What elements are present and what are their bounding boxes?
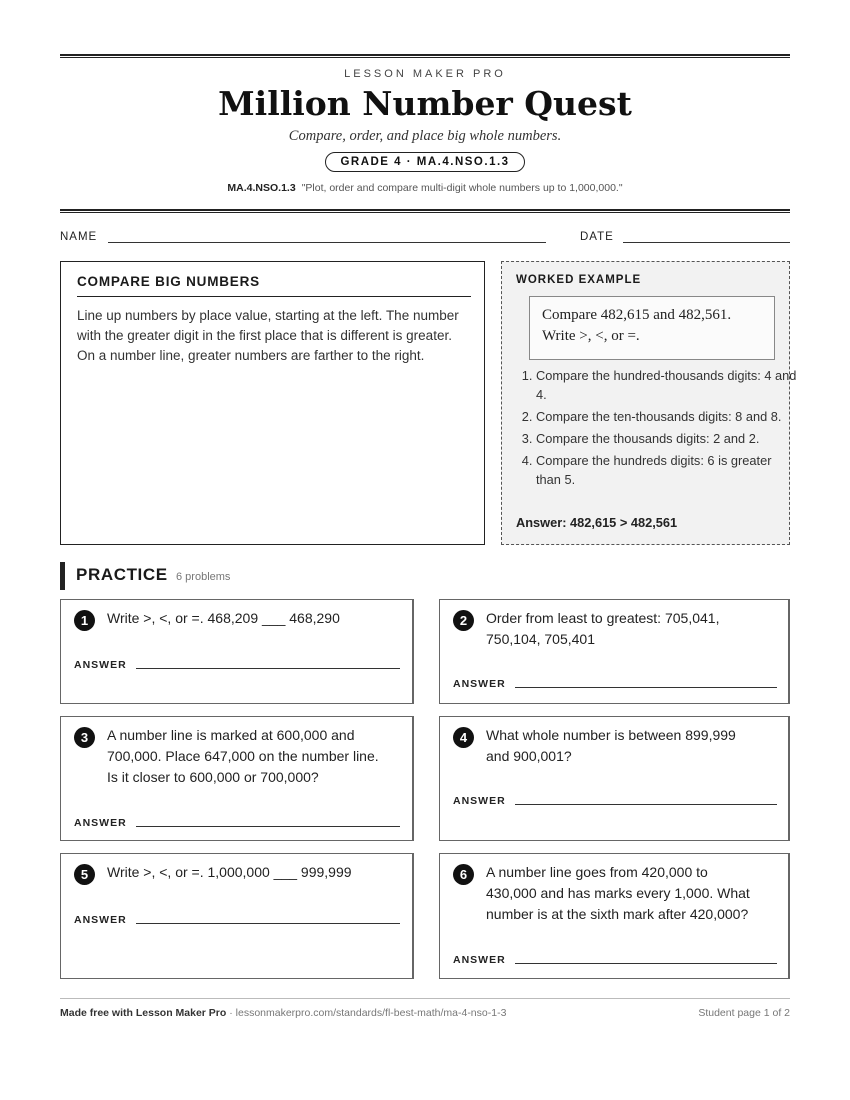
- worked-example-step: 4. Compare the hundreds digits: 6 is greater than 5.: [536, 451, 798, 489]
- answer-field-4[interactable]: [515, 804, 777, 805]
- standard-statement: [60, 182, 790, 194]
- problem-question: [486, 725, 736, 767]
- answer-label: ANSWER: [453, 795, 506, 807]
- concept-body: Line up numbers by place value, starting at the left. The number with the greater digit in the first place that is different is greater. On a number line, greater numbers are farther to the right.: [77, 308, 459, 363]
- problem-question-line: 700,000. Place 647,000 on the number line.: [107, 748, 379, 764]
- worksheet-page: [60, 0, 797, 1100]
- problem-number-badge: 6: [453, 864, 474, 885]
- problem-card-3: [60, 716, 414, 841]
- problem-question: [107, 608, 340, 629]
- answer-field-2[interactable]: [515, 687, 777, 688]
- problem-number-badge: 5: [74, 864, 95, 885]
- problem-question-line: Order from least to greatest: 705,041,: [486, 610, 720, 626]
- problem-question-line: and 900,001?: [486, 748, 572, 764]
- answer-field-1[interactable]: [136, 668, 400, 669]
- answer-label: ANSWER: [74, 817, 127, 829]
- worked-example-prompt: [529, 296, 775, 360]
- grade-standard-badge: GRADE 4 · MA.4.NSO.1.3: [325, 152, 524, 172]
- concept-box: [60, 261, 485, 545]
- top-double-rule: [60, 54, 790, 58]
- answer-label: ANSWER: [74, 914, 127, 926]
- worked-example-box: [501, 261, 797, 545]
- answer-field-5[interactable]: [136, 923, 400, 924]
- worked-example-prompt-line: Write >, <, or =.: [542, 328, 640, 344]
- page-subtitle: Compare, order, and place big whole numbers.: [288, 128, 562, 144]
- worked-example-step: 1. Compare the hundred-thousands digits: 4 and 4.: [536, 366, 798, 404]
- practice-problem-count: 6 problems: [176, 571, 231, 583]
- problem-question: [486, 608, 719, 650]
- answer-field-6[interactable]: [515, 963, 777, 964]
- problem-question: [486, 862, 750, 925]
- problem-card-5: [60, 853, 414, 979]
- answer-field-3[interactable]: [136, 826, 400, 827]
- problem-question-line: 750,104, 705,401: [486, 631, 595, 647]
- problem-card-6: [439, 853, 790, 979]
- problem-question-line: What whole number is between 899,999: [486, 727, 736, 743]
- date-field[interactable]: [623, 242, 790, 243]
- footer-credit: [60, 1007, 506, 1019]
- header-bottom-double-rule: [60, 209, 790, 213]
- answer-label: ANSWER: [453, 678, 506, 690]
- problem-question-line: Write >, <, or =. 468,209 ___ 468,290: [107, 610, 340, 626]
- answer-label: ANSWER: [453, 954, 506, 966]
- footer-page-number: Student page 1 of 2: [698, 1007, 790, 1019]
- worked-example-title: WORKED EXAMPLE: [516, 274, 642, 286]
- footer-url[interactable]: · lessonmakerpro.com/standards/fl-best-math/ma-4-nso-1-3: [226, 1007, 507, 1019]
- footer-divider: [60, 998, 790, 999]
- practice-accent-bar: [60, 562, 65, 590]
- problem-number-badge: 1: [74, 610, 95, 631]
- standard-text: "Plot, order and compare multi-digit whole numbers up to 1,000,000.": [301, 182, 623, 194]
- worked-example-steps: [516, 366, 798, 492]
- problem-number-badge: 3: [74, 727, 95, 748]
- practice-heading: PRACTICE: [76, 565, 168, 584]
- problem-question-line: 430,000 and has marks every 1,000. What: [486, 885, 750, 901]
- problem-question-line: number is at the sixth mark after 420,000?: [486, 906, 749, 922]
- brand-label: LESSON MAKER PRO: [344, 68, 506, 80]
- problem-question: [107, 862, 352, 883]
- problem-question-line: Is it closer to 600,000 or 700,000?: [107, 769, 319, 785]
- name-label: NAME: [60, 231, 98, 243]
- problem-question-line: Write >, <, or =. 1,000,000 ___ 999,999: [107, 864, 352, 880]
- standard-code: MA.4.NSO.1.3: [227, 182, 296, 194]
- problem-question-line: A number line goes from 420,000 to: [486, 864, 708, 880]
- problem-number-badge: 2: [453, 610, 474, 631]
- worked-example-answer: Answer: 482,615 > 482,561: [516, 515, 678, 530]
- date-label: DATE: [580, 231, 614, 243]
- problem-question: [107, 725, 379, 788]
- problem-card-4: [439, 716, 790, 841]
- page-title: Million Number Quest: [218, 84, 632, 123]
- footer-made-with: Made free with Lesson Maker Pro: [60, 1007, 227, 1019]
- problem-card-2: [439, 599, 790, 704]
- name-field[interactable]: [108, 242, 546, 243]
- worked-example-step: 2. Compare the ten-thousands digits: 8 and 8.: [536, 407, 798, 426]
- worked-example-step: 3. Compare the thousands digits: 2 and 2.: [536, 429, 798, 448]
- problem-number-badge: 4: [453, 727, 474, 748]
- problem-card-1: [60, 599, 414, 704]
- answer-label: ANSWER: [74, 659, 127, 671]
- worked-example-prompt-line: Compare 482,615 and 482,561.: [542, 307, 732, 323]
- concept-title: COMPARE BIG NUMBERS: [77, 274, 471, 297]
- problem-question-line: A number line is marked at 600,000 and: [107, 727, 355, 743]
